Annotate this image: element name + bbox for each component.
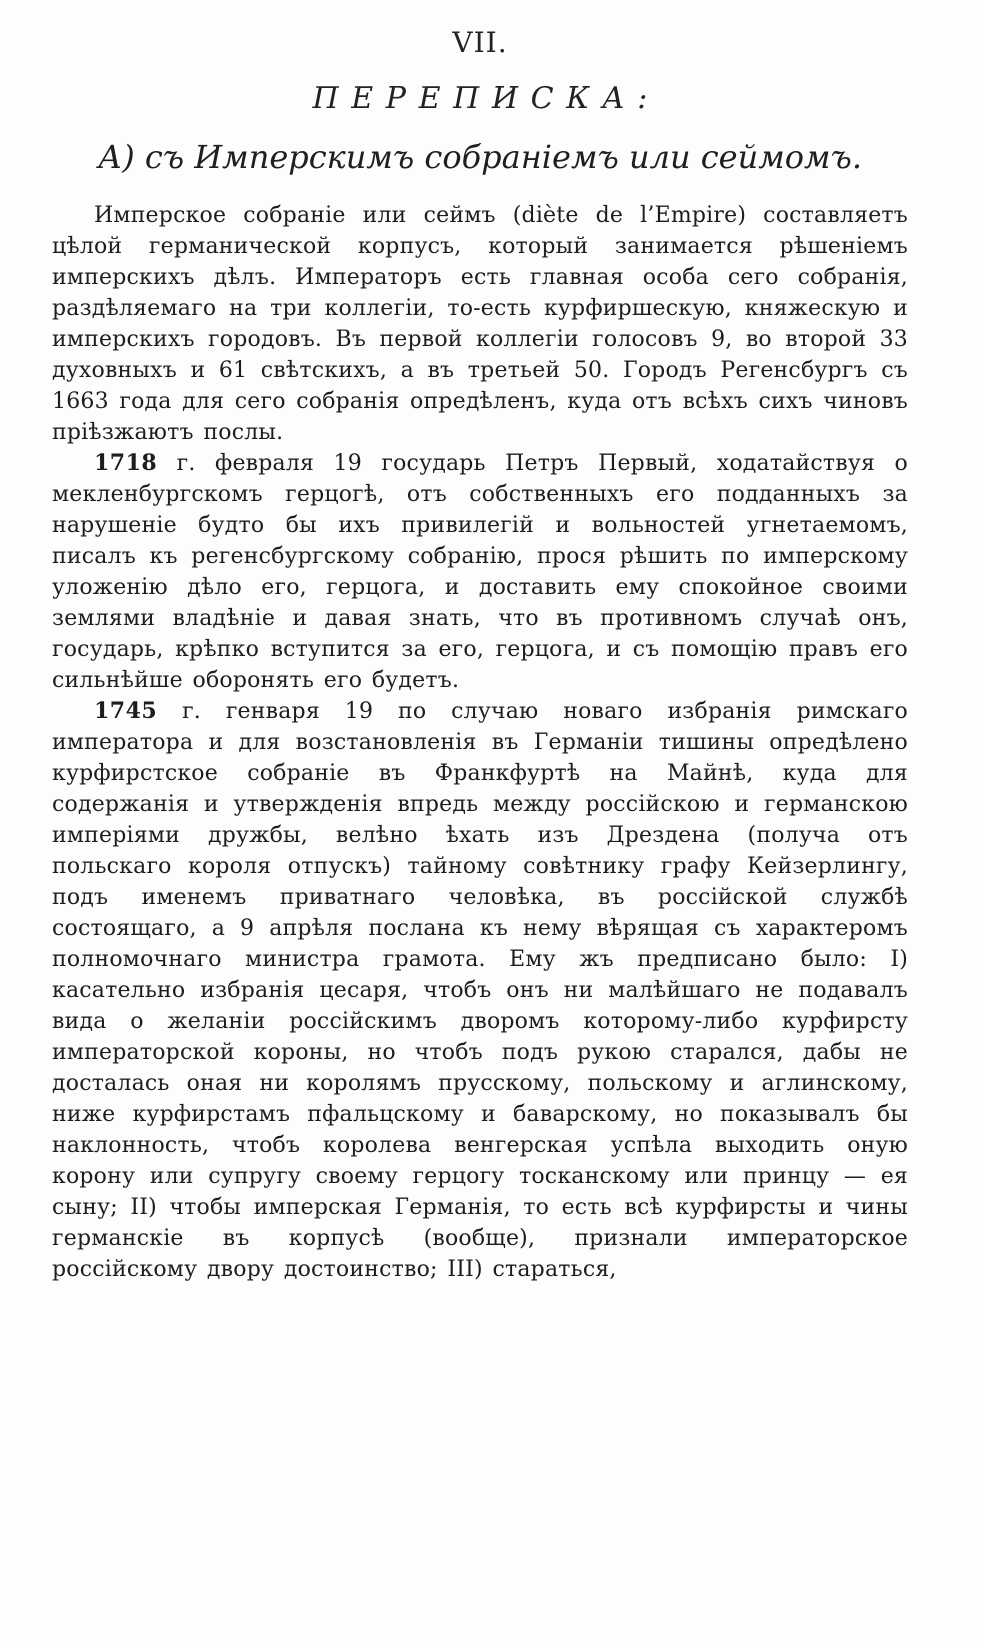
paragraph-1745	[52, 696, 908, 1285]
chapter-number: VII.	[452, 26, 508, 59]
section-heading: ПЕРЕПИСКА:	[312, 81, 661, 116]
paragraph-intro	[52, 200, 908, 448]
paragraph-1718	[52, 448, 908, 696]
section-subheading: А) съ Имперскимъ собраніемъ или сеймомъ.	[97, 138, 863, 176]
paragraph-text: г. февраля 19 государь Петръ Первый, ходатайствуя о мекленбургскомъ герцогѣ, отъ собственныхъ его подданныхъ за нарушеніе будто бы ихъ привилегій и вольностей угнетаемомъ, писалъ къ регенсбургскому собранію, прося рѣшить по имперскому уложенію дѣло его, герцога, и доставить ему спокойное своими землями владѣніе и давая знать, что въ противномъ случаѣ онъ, государь, крѣпко вступится за его, герцога, и съ помощію правъ его сильнѣйше оборонять его будетъ.	[52, 451, 908, 693]
paragraph-lead-year: 1745	[94, 698, 158, 724]
paragraph-text: Имперское собраніе или сеймъ (diète de l’Empire) составляетъ цѣлой германической корпусъ, который занимается рѣшеніемъ имперскихъ дѣлъ. Императоръ есть главная особа сего собранія, раздѣляемаго на три коллегіи, то-есть курфиршескую, княжескую и имперскихъ городовъ. Въ первой коллегіи голосовъ 9, во второй 33 духовныхъ и 61 свѣтскихъ, а въ третьей 50. Городъ Регенсбургъ съ 1663 года для сего собранія опредѣленъ, куда отъ всѣхъ сихъ чиновъ пріѣзжаютъ послы.	[52, 203, 908, 445]
paragraph-lead-year: 1718	[94, 450, 158, 476]
paragraph-text: г. генваря 19 по случаю новаго избранія римскаго императора и для возстановленія въ Германіи тишины опредѣлено курфирстское собраніе въ Франкфуртѣ на Майнѣ, куда для содержанія и утвержденія впредь между россійскою и германскою имперіями дружбы, велѣно ѣхать изъ Дрездена (получа отъ польскаго короля отпускъ) тайному совѣтнику графу Кейзерлингу, подъ именемъ приватнаго человѣка, въ россійской службѣ состоящаго, а 9 апрѣля послана къ нему вѣрящая съ характеромъ полномочнаго министра грамота. Ему жъ предписано было: I) касательно избранія цесаря, чтобъ онъ ни малѣйшаго не подавалъ вида о желаніи россійскимъ дворомъ которому-либо курфирсту императорской короны, но чтобъ подъ рукою старался, дабы не досталась оная ни королямъ прусскому, польскому и аглинскому, ниже курфирстамъ пфальцскому и баварскому, но показывалъ бы наклонность, чтобъ королева венгерская успѣла выходить оную корону или супругу своему герцогу тосканскому или принцу — ея сыну; II) чтобы имперская Германія, то есть всѣ курфирсты и чины германскіе въ корпусѣ (вообще), признали императорское россійскому двору достоинство; III) стараться,	[52, 699, 908, 1282]
body-text	[52, 200, 908, 1285]
